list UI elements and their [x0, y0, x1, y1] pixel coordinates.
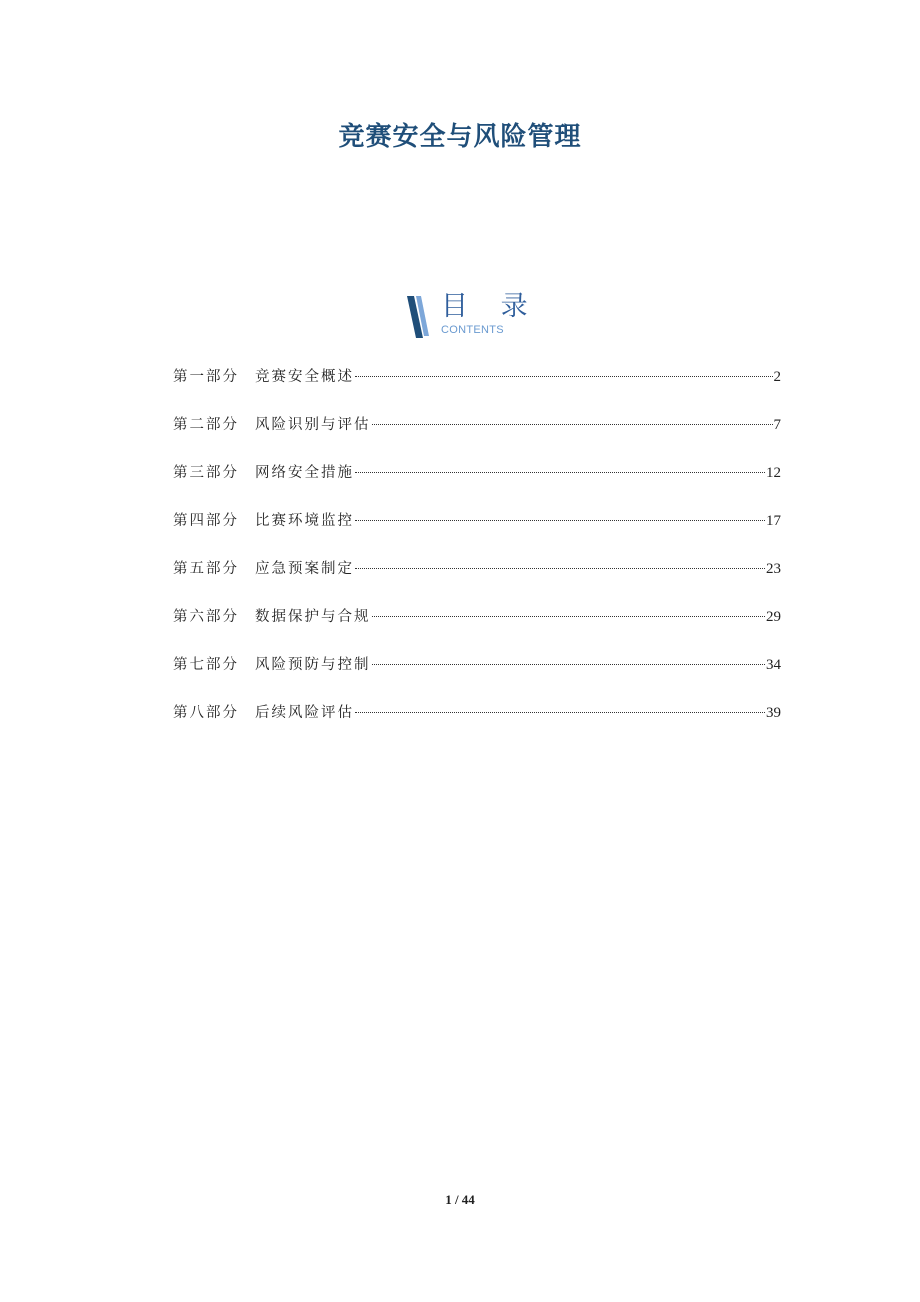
toc-entry-title: 比赛环境监控: [255, 513, 354, 529]
page-number: 1 / 44: [445, 1192, 475, 1207]
document-title: 竞赛安全与风险管理: [338, 122, 582, 152]
toc-heading: 目 录: [441, 291, 540, 322]
toc-entry-title: 风险预防与控制: [255, 657, 371, 673]
toc-entry-title: 应急预案制定: [255, 561, 354, 577]
toc-entry-page: 17: [766, 513, 781, 529]
toc-entry-title: 后续风险评估: [255, 705, 354, 721]
toc-entry[interactable]: [173, 654, 781, 702]
toc-entry-page: 23: [766, 561, 781, 577]
toc-entry-part: 第八部分: [173, 705, 239, 721]
toc-entry-part: 第七部分: [173, 657, 239, 673]
toc-entry-title: 竞赛安全概述: [255, 369, 354, 385]
toc-entry-page: 29: [766, 609, 781, 625]
toc-dot-leader: [355, 376, 773, 377]
toc-entry-part: 第四部分: [173, 513, 239, 529]
toc-list: [173, 366, 781, 750]
toc-entry-page: 2: [773, 369, 781, 385]
toc-header: [405, 291, 540, 340]
toc-subheading: CONTENTS: [441, 324, 504, 336]
book-spine-icon: [405, 296, 431, 338]
toc-entry[interactable]: [173, 462, 781, 510]
toc-dot-leader: [355, 568, 765, 569]
toc-entry-title: 数据保护与合规: [255, 609, 371, 625]
toc-entry-part: 第六部分: [173, 609, 239, 625]
toc-entry-title: 风险识别与评估: [255, 417, 371, 433]
toc-dot-leader: [372, 424, 773, 425]
toc-entry-part: 第一部分: [173, 369, 239, 385]
toc-entry-page: 39: [766, 705, 781, 721]
toc-entry-page: 7: [773, 417, 781, 433]
toc-entry-part: 第三部分: [173, 465, 239, 481]
toc-entry-page: 34: [766, 657, 781, 673]
toc-entry-title: 网络安全措施: [255, 465, 354, 481]
toc-entry[interactable]: [173, 558, 781, 606]
toc-dot-leader: [355, 520, 765, 521]
toc-dot-leader: [372, 664, 766, 665]
toc-entry[interactable]: [173, 414, 781, 462]
toc-dot-leader: [372, 616, 766, 617]
toc-dot-leader: [355, 472, 765, 473]
toc-entry-part: 第二部分: [173, 417, 239, 433]
toc-entry-part: 第五部分: [173, 561, 239, 577]
toc-entry[interactable]: [173, 510, 781, 558]
toc-entry[interactable]: [173, 702, 781, 750]
toc-entry[interactable]: [173, 366, 781, 414]
toc-dot-leader: [355, 712, 765, 713]
toc-entry[interactable]: [173, 606, 781, 654]
toc-entry-page: 12: [766, 465, 781, 481]
